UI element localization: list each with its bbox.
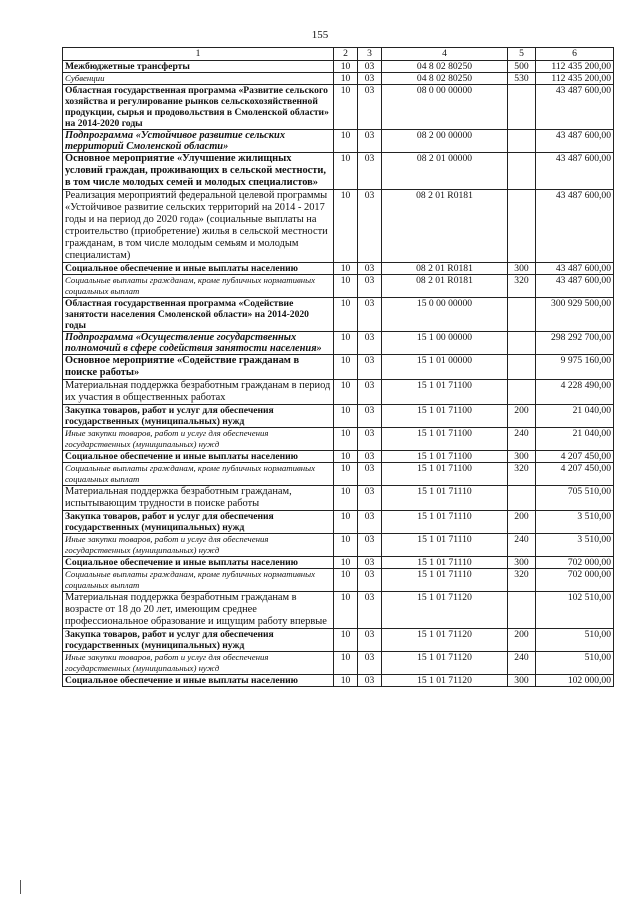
row-target-code-cell: 15 1 01 00000 (382, 355, 508, 380)
row-section-cell: 10 (334, 569, 358, 592)
row-subsection-cell: 03 (358, 451, 382, 463)
row-amount-cell: 705 510,00 (536, 486, 614, 511)
table-row (63, 592, 614, 629)
row-subsection-cell: 03 (358, 355, 382, 380)
row-name-cell: Реализация мероприятий федеральной целевой программы «Устойчивое развитие сельских территорий на 2014 - 2017 годы и на период до 2020 года» (социальные выплаты на строительство (приобретение) жилья в сельской местности гражданам, в том числе молодым семьям и молодым специалистам) (63, 190, 334, 263)
row-subsection-cell: 03 (358, 380, 382, 405)
row-name-cell: Подпрограмма «Осуществление государственных полномочий в сфере содействия занятости населения» (63, 332, 334, 355)
row-amount-cell: 21 040,00 (536, 428, 614, 451)
header-col-1: 1 (63, 48, 334, 61)
row-name-cell: Материальная поддержка безработным гражданам в возрасте от 18 до 20 лет, имеющим среднее профессиональное образование и ищущим работу впервые (63, 592, 334, 629)
row-expense-type-cell: 300 (508, 557, 536, 569)
row-section-cell: 10 (334, 511, 358, 534)
row-target-code-cell: 08 2 00 00000 (382, 130, 508, 153)
row-expense-type-cell: 200 (508, 629, 536, 652)
row-subsection-cell: 03 (358, 298, 382, 332)
row-section-cell: 10 (334, 263, 358, 275)
row-amount-cell: 702 000,00 (536, 569, 614, 592)
row-target-code-cell: 15 1 01 71100 (382, 451, 508, 463)
row-section-cell: 10 (334, 130, 358, 153)
row-name-cell: Закупка товаров, работ и услуг для обеспечения государственных (муниципальных) нужд (63, 629, 334, 652)
row-subsection-cell: 03 (358, 153, 382, 190)
row-amount-cell: 112 435 200,00 (536, 61, 614, 73)
row-name-cell: Основное мероприятие «Содействие гражданам в поиске работы» (63, 355, 334, 380)
table-row (63, 451, 614, 463)
row-subsection-cell: 03 (358, 85, 382, 130)
row-subsection-cell: 03 (358, 263, 382, 275)
row-section-cell: 10 (334, 298, 358, 332)
row-name-cell: Подпрограмма «Устойчивое развитие сельских территорий Смоленской области» (63, 130, 334, 153)
row-section-cell: 10 (334, 61, 358, 73)
row-name-cell: Закупка товаров, работ и услуг для обеспечения государственных (муниципальных) нужд (63, 511, 334, 534)
table-row (63, 85, 614, 130)
row-target-code-cell: 15 1 01 71100 (382, 463, 508, 486)
header-col-3: 3 (358, 48, 382, 61)
row-target-code-cell: 15 1 01 71120 (382, 592, 508, 629)
row-section-cell: 10 (334, 557, 358, 569)
row-expense-type-cell (508, 190, 536, 263)
row-subsection-cell: 03 (358, 534, 382, 557)
row-expense-type-cell: 240 (508, 534, 536, 557)
budget-table (62, 47, 614, 687)
row-name-cell: Социальное обеспечение и иные выплаты населению (63, 451, 334, 463)
row-amount-cell: 510,00 (536, 629, 614, 652)
row-subsection-cell: 03 (358, 463, 382, 486)
row-amount-cell: 3 510,00 (536, 511, 614, 534)
header-col-4: 4 (382, 48, 508, 61)
row-name-cell: Социальные выплаты гражданам, кроме публичных нормативных социальных выплат (63, 569, 334, 592)
row-name-cell: Иные закупки товаров, работ и услуг для обеспечения государственных (муниципальных) нужд (63, 652, 334, 675)
table-row (63, 405, 614, 428)
row-name-cell: Социальное обеспечение и иные выплаты населению (63, 675, 334, 687)
row-subsection-cell: 03 (358, 332, 382, 355)
row-section-cell: 10 (334, 332, 358, 355)
row-amount-cell: 510,00 (536, 652, 614, 675)
row-name-cell: Закупка товаров, работ и услуг для обеспечения государственных (муниципальных) нужд (63, 405, 334, 428)
row-target-code-cell: 15 1 01 71100 (382, 380, 508, 405)
row-name-cell: Социальное обеспечение и иные выплаты населению (63, 263, 334, 275)
row-section-cell: 10 (334, 73, 358, 85)
row-expense-type-cell (508, 85, 536, 130)
row-amount-cell: 4 207 450,00 (536, 463, 614, 486)
row-name-cell: Областная государственная программа «Содействие занятости населения Смоленской области» на 2014-2020 годы (63, 298, 334, 332)
row-target-code-cell: 15 1 01 71110 (382, 511, 508, 534)
row-target-code-cell: 15 1 01 71120 (382, 629, 508, 652)
row-expense-type-cell (508, 592, 536, 629)
header-col-5: 5 (508, 48, 536, 61)
row-expense-type-cell: 500 (508, 61, 536, 73)
row-target-code-cell: 15 1 01 71120 (382, 675, 508, 687)
page-number: 155 (311, 29, 329, 41)
row-name-cell: Областная государственная программа «Развитие сельского хозяйства и регулирование рынков сельскохозяйственной продукции, сырья и продовольствия в Смоленской области» на 2014-2020 годы (63, 85, 334, 130)
row-section-cell: 10 (334, 190, 358, 263)
header-col-6: 6 (536, 48, 614, 61)
table-row (63, 73, 614, 85)
table-row (63, 557, 614, 569)
row-target-code-cell: 15 1 01 71110 (382, 534, 508, 557)
row-expense-type-cell (508, 153, 536, 190)
row-expense-type-cell: 320 (508, 569, 536, 592)
row-expense-type-cell: 300 (508, 675, 536, 687)
row-amount-cell: 4 207 450,00 (536, 451, 614, 463)
row-name-cell: Социальные выплаты гражданам, кроме публичных нормативных социальных выплат (63, 463, 334, 486)
table-row (63, 629, 614, 652)
row-expense-type-cell (508, 380, 536, 405)
row-target-code-cell: 04 8 02 80250 (382, 73, 508, 85)
row-target-code-cell: 15 1 01 71120 (382, 652, 508, 675)
row-section-cell: 10 (334, 463, 358, 486)
table-row (63, 569, 614, 592)
row-amount-cell: 112 435 200,00 (536, 73, 614, 85)
row-expense-type-cell: 240 (508, 652, 536, 675)
row-target-code-cell: 15 0 00 00000 (382, 298, 508, 332)
table-row (63, 675, 614, 687)
row-section-cell: 10 (334, 428, 358, 451)
row-subsection-cell: 03 (358, 61, 382, 73)
row-section-cell: 10 (334, 85, 358, 130)
row-name-cell: Межбюджетные трансферты (63, 61, 334, 73)
row-section-cell: 10 (334, 534, 358, 557)
row-name-cell: Материальная поддержка безработным гражданам, испытывающим трудности в поиске работы (63, 486, 334, 511)
row-section-cell: 10 (334, 592, 358, 629)
row-expense-type-cell (508, 130, 536, 153)
table-row (63, 652, 614, 675)
table-row (63, 486, 614, 511)
row-amount-cell: 43 487 600,00 (536, 85, 614, 130)
row-target-code-cell: 15 1 01 71100 (382, 405, 508, 428)
row-section-cell: 10 (334, 405, 358, 428)
table-row (63, 463, 614, 486)
row-section-cell: 10 (334, 451, 358, 463)
row-subsection-cell: 03 (358, 652, 382, 675)
row-subsection-cell: 03 (358, 428, 382, 451)
row-subsection-cell: 03 (358, 557, 382, 569)
row-target-code-cell: 15 1 01 71110 (382, 557, 508, 569)
row-subsection-cell: 03 (358, 675, 382, 687)
row-subsection-cell: 03 (358, 511, 382, 534)
row-amount-cell: 43 487 600,00 (536, 130, 614, 153)
table-row (63, 332, 614, 355)
row-target-code-cell: 15 1 01 71100 (382, 428, 508, 451)
row-expense-type-cell: 240 (508, 428, 536, 451)
table-body (63, 61, 614, 687)
row-subsection-cell: 03 (358, 592, 382, 629)
row-amount-cell: 43 487 600,00 (536, 275, 614, 298)
row-section-cell: 10 (334, 153, 358, 190)
table-row (63, 511, 614, 534)
row-subsection-cell: 03 (358, 130, 382, 153)
table-row (63, 130, 614, 153)
row-amount-cell: 43 487 600,00 (536, 263, 614, 275)
row-amount-cell: 102 510,00 (536, 592, 614, 629)
row-target-code-cell: 04 8 02 80250 (382, 61, 508, 73)
table-row (63, 298, 614, 332)
row-expense-type-cell (508, 332, 536, 355)
row-section-cell: 10 (334, 355, 358, 380)
row-target-code-cell: 08 0 00 00000 (382, 85, 508, 130)
row-amount-cell: 4 228 490,00 (536, 380, 614, 405)
row-name-cell: Иные закупки товаров, работ и услуг для обеспечения государственных (муниципальных) нужд (63, 428, 334, 451)
row-section-cell: 10 (334, 486, 358, 511)
row-amount-cell: 43 487 600,00 (536, 190, 614, 263)
table-row (63, 428, 614, 451)
row-expense-type-cell (508, 486, 536, 511)
row-subsection-cell: 03 (358, 629, 382, 652)
row-amount-cell: 702 000,00 (536, 557, 614, 569)
row-expense-type-cell: 320 (508, 275, 536, 298)
table-row (63, 61, 614, 73)
row-subsection-cell: 03 (358, 275, 382, 298)
row-target-code-cell: 15 1 00 00000 (382, 332, 508, 355)
row-name-cell: Социальное обеспечение и иные выплаты населению (63, 557, 334, 569)
row-expense-type-cell: 200 (508, 511, 536, 534)
table-row (63, 534, 614, 557)
row-target-code-cell: 15 1 01 71110 (382, 569, 508, 592)
row-name-cell: Материальная поддержка безработным гражданам в период их участия в общественных работах (63, 380, 334, 405)
row-amount-cell: 43 487 600,00 (536, 153, 614, 190)
row-expense-type-cell: 530 (508, 73, 536, 85)
row-expense-type-cell: 320 (508, 463, 536, 486)
row-subsection-cell: 03 (358, 569, 382, 592)
table-row (63, 275, 614, 298)
table-row (63, 380, 614, 405)
table-row (63, 263, 614, 275)
row-amount-cell: 298 292 700,00 (536, 332, 614, 355)
row-section-cell: 10 (334, 275, 358, 298)
row-expense-type-cell (508, 355, 536, 380)
row-amount-cell: 102 000,00 (536, 675, 614, 687)
table-row (63, 153, 614, 190)
table-row (63, 355, 614, 380)
row-section-cell: 10 (334, 380, 358, 405)
header-col-2: 2 (334, 48, 358, 61)
row-amount-cell: 9 975 160,00 (536, 355, 614, 380)
row-section-cell: 10 (334, 629, 358, 652)
row-name-cell: Иные закупки товаров, работ и услуг для обеспечения государственных (муниципальных) нужд (63, 534, 334, 557)
row-target-code-cell: 08 2 01 00000 (382, 153, 508, 190)
row-subsection-cell: 03 (358, 405, 382, 428)
row-expense-type-cell (508, 298, 536, 332)
row-expense-type-cell: 200 (508, 405, 536, 428)
row-name-cell: Социальные выплаты гражданам, кроме публичных нормативных социальных выплат (63, 275, 334, 298)
row-subsection-cell: 03 (358, 486, 382, 511)
row-expense-type-cell: 300 (508, 451, 536, 463)
row-subsection-cell: 03 (358, 73, 382, 85)
table-header-row (63, 48, 614, 61)
table-row (63, 190, 614, 263)
row-amount-cell: 3 510,00 (536, 534, 614, 557)
row-section-cell: 10 (334, 652, 358, 675)
row-amount-cell: 300 929 500,00 (536, 298, 614, 332)
scan-edge-mark (20, 880, 26, 894)
row-name-cell: Основное мероприятие «Улучшение жилищных условий граждан, проживающих в сельской местности, в том числе молодых семей и молодых специалистов» (63, 153, 334, 190)
row-target-code-cell: 08 2 01 R0181 (382, 263, 508, 275)
row-name-cell: Субвенции (63, 73, 334, 85)
row-amount-cell: 21 040,00 (536, 405, 614, 428)
row-subsection-cell: 03 (358, 190, 382, 263)
row-expense-type-cell: 300 (508, 263, 536, 275)
row-target-code-cell: 08 2 01 R0181 (382, 190, 508, 263)
row-target-code-cell: 08 2 01 R0181 (382, 275, 508, 298)
row-target-code-cell: 15 1 01 71110 (382, 486, 508, 511)
row-section-cell: 10 (334, 675, 358, 687)
